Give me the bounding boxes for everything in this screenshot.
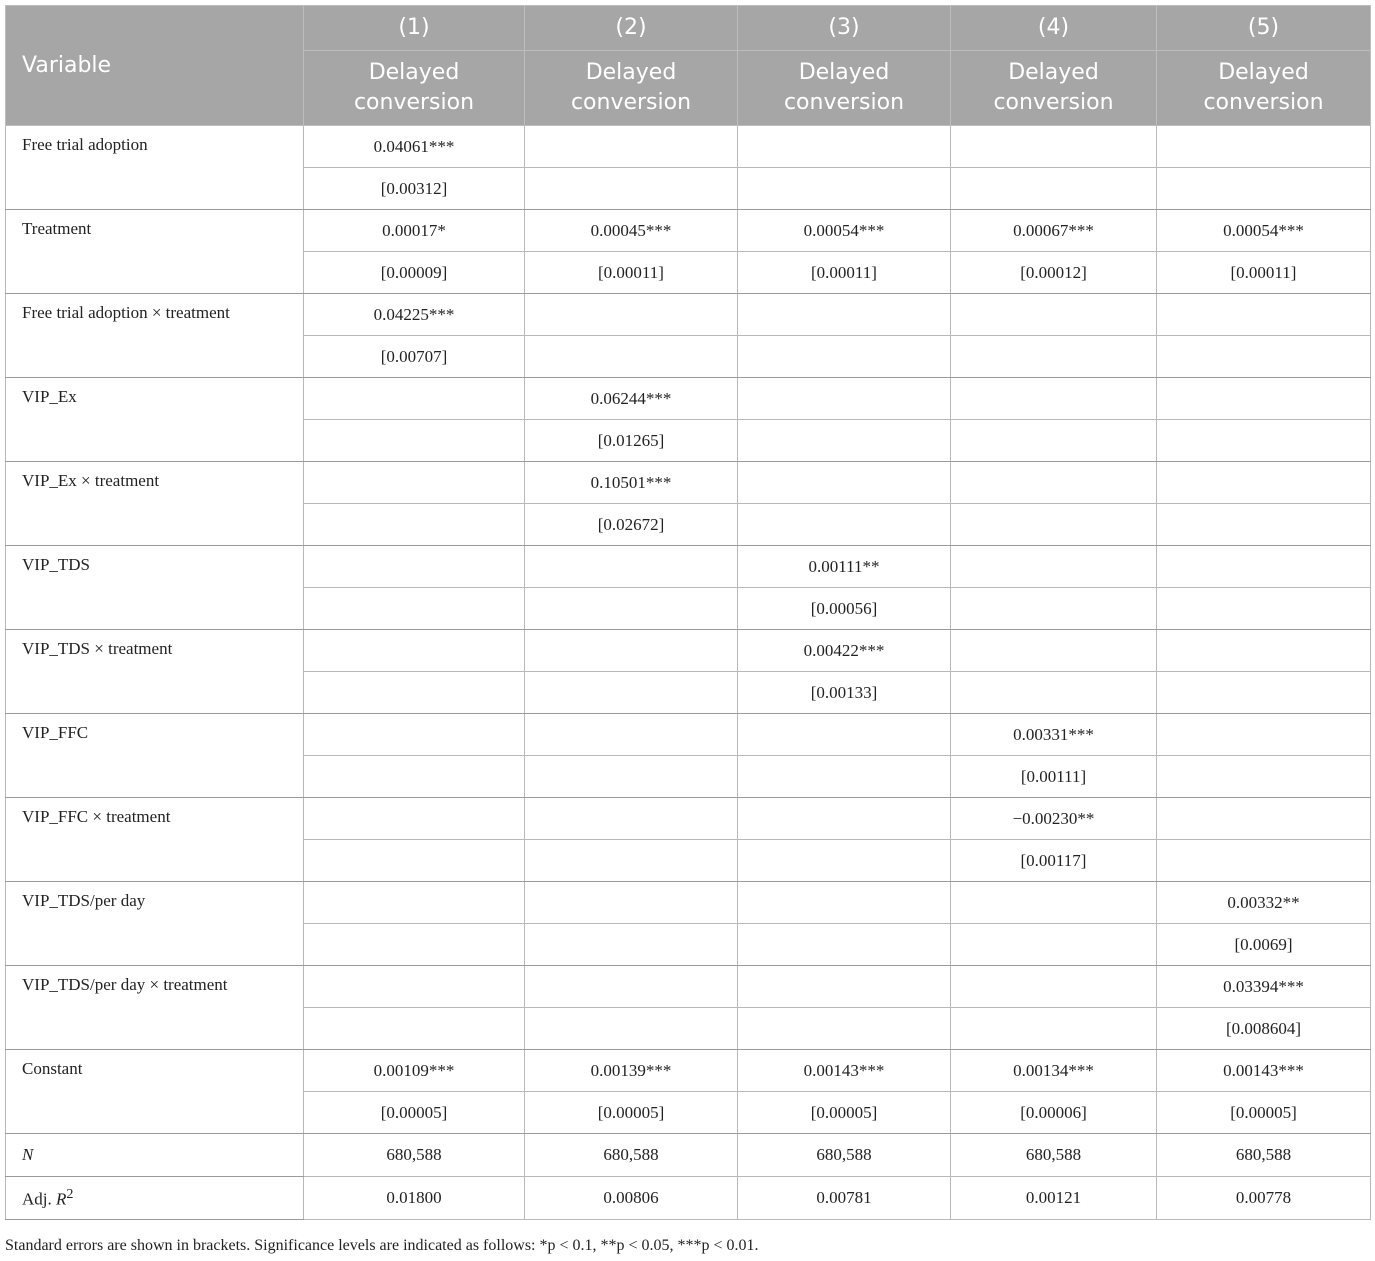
standard-error-cell: [738, 420, 951, 462]
coefficient-cell: 0.00134***: [951, 1050, 1157, 1092]
column-number: (3): [738, 6, 951, 51]
coefficient-cell: [951, 966, 1157, 1008]
coefficient-cell: 0.03394***: [1157, 966, 1371, 1008]
column-number: (2): [525, 6, 738, 51]
coefficient-cell: [738, 966, 951, 1008]
standard-error-cell: [0.00056]: [738, 588, 951, 630]
standard-error-cell: [1157, 336, 1371, 378]
coefficient-cell: 0.00332**: [1157, 882, 1371, 924]
column-label: Delayed conversion: [353, 60, 475, 115]
standard-error-cell: [0.00005]: [738, 1092, 951, 1134]
column-label-cell: [304, 51, 525, 126]
stat-value: 0.01800: [304, 1177, 525, 1220]
coef-row: [6, 882, 1371, 924]
regression-table: [5, 5, 1371, 1220]
column-label: Delayed conversion: [1203, 60, 1324, 115]
standard-error-cell: [304, 504, 525, 546]
coefficient-cell: 0.04225***: [304, 294, 525, 336]
stat-value: 0.00778: [1157, 1177, 1371, 1220]
coefficient-cell: [951, 882, 1157, 924]
standard-error-cell: [951, 1008, 1157, 1050]
coef-row: [6, 630, 1371, 672]
standard-error-cell: [0.01265]: [525, 420, 738, 462]
standard-error-cell: [738, 756, 951, 798]
coef-row: [6, 798, 1371, 840]
variable-name: VIP_FFC × treatment: [6, 798, 304, 882]
variable-name: Constant: [6, 1050, 304, 1134]
standard-error-cell: [304, 1008, 525, 1050]
coef-row: [6, 966, 1371, 1008]
column-label-cell: [738, 51, 951, 126]
coefficient-cell: [304, 966, 525, 1008]
coefficient-cell: 0.00109***: [304, 1050, 525, 1092]
coefficient-cell: [1157, 378, 1371, 420]
standard-error-cell: [0.00005]: [1157, 1092, 1371, 1134]
stat-value: 680,588: [304, 1134, 525, 1177]
coefficient-cell: [525, 714, 738, 756]
standard-error-cell: [304, 840, 525, 882]
standard-error-cell: [738, 168, 951, 210]
standard-error-cell: [738, 1008, 951, 1050]
standard-error-cell: [525, 672, 738, 714]
stat-value: 680,588: [525, 1134, 738, 1177]
coefficient-cell: 0.00143***: [738, 1050, 951, 1092]
coefficient-cell: [1157, 630, 1371, 672]
coef-row: [6, 1050, 1371, 1092]
coefficient-cell: [738, 294, 951, 336]
coefficient-cell: [738, 378, 951, 420]
standard-error-cell: [0.00011]: [525, 252, 738, 294]
coefficient-cell: [525, 546, 738, 588]
coefficient-cell: [738, 126, 951, 168]
column-label: Delayed conversion: [993, 60, 1114, 115]
standard-error-cell: [525, 588, 738, 630]
standard-error-cell: [525, 1008, 738, 1050]
variable-name: VIP_FFC: [6, 714, 304, 798]
standard-error-cell: [951, 588, 1157, 630]
header-number-row: [6, 6, 1371, 51]
coefficient-cell: [1157, 294, 1371, 336]
standard-error-cell: [525, 756, 738, 798]
coefficient-cell: [304, 630, 525, 672]
standard-error-cell: [0.00011]: [1157, 252, 1371, 294]
variable-name: VIP_Ex × treatment: [6, 462, 304, 546]
variable-name: Free trial adoption × treatment: [6, 294, 304, 378]
coefficient-cell: [951, 462, 1157, 504]
standard-error-cell: [738, 924, 951, 966]
coefficient-cell: [951, 126, 1157, 168]
standard-error-cell: [304, 588, 525, 630]
standard-error-cell: [0.00005]: [304, 1092, 525, 1134]
coefficient-cell: [1157, 798, 1371, 840]
coef-row: [6, 462, 1371, 504]
table-header: [6, 6, 1371, 126]
coefficient-cell: [738, 714, 951, 756]
coefficient-cell: 0.00017*: [304, 210, 525, 252]
column-number: (1): [304, 6, 525, 51]
coefficient-cell: [304, 546, 525, 588]
stat-label: N: [6, 1134, 304, 1177]
variable-name: VIP_Ex: [6, 378, 304, 462]
coef-row: [6, 378, 1371, 420]
column-number: (5): [1157, 6, 1371, 51]
standard-error-cell: [0.00005]: [525, 1092, 738, 1134]
standard-error-cell: [1157, 756, 1371, 798]
standard-error-cell: [304, 420, 525, 462]
coefficient-cell: [525, 966, 738, 1008]
standard-error-cell: [738, 840, 951, 882]
standard-error-cell: [1157, 168, 1371, 210]
standard-error-cell: [1157, 672, 1371, 714]
coefficient-cell: [525, 798, 738, 840]
stat-value: 680,588: [738, 1134, 951, 1177]
standard-error-cell: [1157, 420, 1371, 462]
coefficient-cell: 0.00067***: [951, 210, 1157, 252]
stat-value: 0.00781: [738, 1177, 951, 1220]
coefficient-cell: [304, 378, 525, 420]
coef-row: [6, 126, 1371, 168]
coefficient-cell: [951, 630, 1157, 672]
coefficient-cell: [738, 462, 951, 504]
n-row: [6, 1134, 1371, 1177]
standard-error-cell: [0.02672]: [525, 504, 738, 546]
stat-value: 0.00806: [525, 1177, 738, 1220]
variable-header: Variable: [6, 6, 304, 126]
standard-error-cell: [0.00011]: [738, 252, 951, 294]
coefficient-cell: −0.00230**: [951, 798, 1157, 840]
standard-error-cell: [1157, 840, 1371, 882]
coefficient-cell: 0.10501***: [525, 462, 738, 504]
standard-error-cell: [0.0069]: [1157, 924, 1371, 966]
standard-error-cell: [0.00312]: [304, 168, 525, 210]
standard-error-cell: [0.008604]: [1157, 1008, 1371, 1050]
coefficient-cell: [1157, 546, 1371, 588]
coefficient-cell: [951, 546, 1157, 588]
coef-row: [6, 294, 1371, 336]
coefficient-cell: [304, 714, 525, 756]
table-body: [6, 126, 1371, 1220]
coefficient-cell: 0.00111**: [738, 546, 951, 588]
standard-error-cell: [525, 336, 738, 378]
coefficient-cell: 0.00422***: [738, 630, 951, 672]
coefficient-cell: 0.00045***: [525, 210, 738, 252]
stat-value: 680,588: [951, 1134, 1157, 1177]
standard-error-cell: [304, 672, 525, 714]
variable-name: Treatment: [6, 210, 304, 294]
variable-name: VIP_TDS/per day × treatment: [6, 966, 304, 1050]
standard-error-cell: [1157, 588, 1371, 630]
standard-error-cell: [0.00006]: [951, 1092, 1157, 1134]
standard-error-cell: [738, 336, 951, 378]
standard-error-cell: [0.00012]: [951, 252, 1157, 294]
stat-label: Adj. $R^2$: [6, 1177, 304, 1220]
regression-table-container: [5, 5, 1370, 1220]
coefficient-cell: [1157, 714, 1371, 756]
standard-error-cell: [951, 168, 1157, 210]
coefficient-cell: [304, 462, 525, 504]
standard-error-cell: [951, 672, 1157, 714]
column-number: (4): [951, 6, 1157, 51]
coefficient-cell: 0.00054***: [1157, 210, 1371, 252]
coefficient-cell: [525, 630, 738, 672]
column-label-cell: [951, 51, 1157, 126]
standard-error-cell: [0.00009]: [304, 252, 525, 294]
coefficient-cell: [525, 294, 738, 336]
coefficient-cell: [304, 798, 525, 840]
standard-error-cell: [951, 924, 1157, 966]
standard-error-cell: [0.00707]: [304, 336, 525, 378]
column-label: Delayed conversion: [570, 60, 692, 115]
coefficient-cell: [525, 882, 738, 924]
coefficient-cell: [951, 378, 1157, 420]
coefficient-cell: 0.00054***: [738, 210, 951, 252]
coefficient-cell: 0.06244***: [525, 378, 738, 420]
variable-name: Free trial adoption: [6, 126, 304, 210]
column-label: Delayed conversion: [783, 60, 905, 115]
table-footnote: Standard errors are shown in brackets. Significance levels are indicated as follows: *p < 0.1, **p < 0.05, ***p < 0.01.: [5, 1237, 759, 1254]
coefficient-cell: 0.04061***: [304, 126, 525, 168]
standard-error-cell: [304, 924, 525, 966]
coefficient-cell: [525, 126, 738, 168]
variable-name: VIP_TDS: [6, 546, 304, 630]
variable-name: VIP_TDS/per day: [6, 882, 304, 966]
coef-row: [6, 546, 1371, 588]
standard-error-cell: [525, 924, 738, 966]
coefficient-cell: 0.00139***: [525, 1050, 738, 1092]
standard-error-cell: [525, 840, 738, 882]
coefficient-cell: [951, 294, 1157, 336]
coef-row: [6, 210, 1371, 252]
column-label-cell: [525, 51, 738, 126]
coefficient-cell: 0.00331***: [951, 714, 1157, 756]
variable-name: VIP_TDS × treatment: [6, 630, 304, 714]
standard-error-cell: [0.00117]: [951, 840, 1157, 882]
coef-row: [6, 714, 1371, 756]
stat-value: 680,588: [1157, 1134, 1371, 1177]
coefficient-cell: [738, 798, 951, 840]
standard-error-cell: [304, 756, 525, 798]
standard-error-cell: [951, 504, 1157, 546]
coefficient-cell: [1157, 462, 1371, 504]
standard-error-cell: [525, 168, 738, 210]
standard-error-cell: [738, 504, 951, 546]
coefficient-cell: 0.00143***: [1157, 1050, 1371, 1092]
standard-error-cell: [0.00111]: [951, 756, 1157, 798]
standard-error-cell: [0.00133]: [738, 672, 951, 714]
standard-error-cell: [951, 336, 1157, 378]
coefficient-cell: [1157, 126, 1371, 168]
column-label-cell: [1157, 51, 1371, 126]
stat-value: 0.00121: [951, 1177, 1157, 1220]
coefficient-cell: [738, 882, 951, 924]
standard-error-cell: [951, 420, 1157, 462]
standard-error-cell: [1157, 504, 1371, 546]
adj-r2-row: [6, 1177, 1371, 1220]
coefficient-cell: [304, 882, 525, 924]
